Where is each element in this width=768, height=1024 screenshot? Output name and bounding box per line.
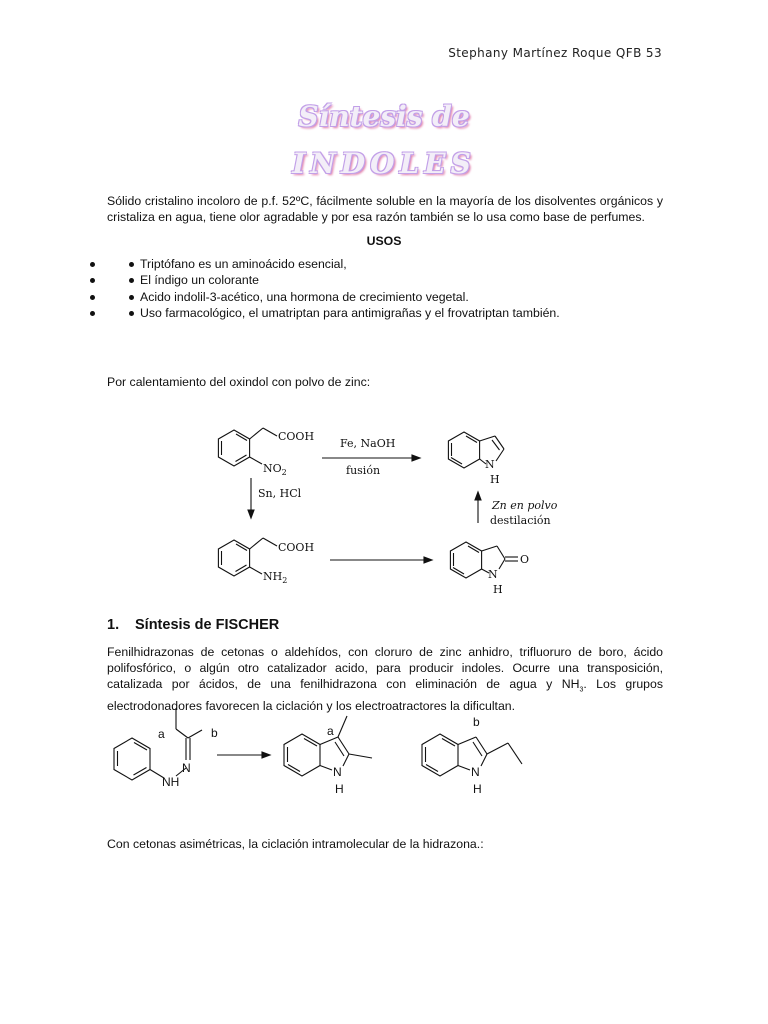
list-item: Triptófano es un aminoácido esencial, bbox=[107, 256, 560, 272]
label-fusion: fusión bbox=[346, 464, 381, 477]
usos-heading: USOS bbox=[366, 234, 402, 248]
label-fe-naoh: Fe, NaOH bbox=[340, 437, 396, 450]
label-b-reactant: b bbox=[211, 726, 218, 740]
oxindol-paragraph: Por calentamiento del oxindol con polvo de zinc: bbox=[107, 375, 371, 389]
label-n-product-a: N bbox=[333, 765, 342, 779]
label-n-product-b: N bbox=[471, 765, 480, 779]
label-sn-hcl: Sn, HCl bbox=[258, 487, 302, 500]
label-destilacion: destilación bbox=[490, 514, 551, 527]
indole-structure bbox=[448, 432, 504, 468]
label-a-product: a bbox=[327, 724, 334, 738]
label-b-product: b bbox=[473, 715, 480, 729]
label-oxindole-o: O bbox=[520, 553, 530, 566]
list-item: Acido indolil-3-acético, una hormona de crecimiento vegetal. bbox=[107, 289, 560, 305]
intro-paragraph: Sólido cristalino incoloro de p.f. 52ºC, fácilmente soluble en la mayoría de los disolventes orgánicos y cristaliza en agua, tiene olor agradable y por esa razón también se lo usa como base de perfumes. bbox=[107, 194, 663, 224]
label-zn-polvo: Zn en polvo bbox=[492, 499, 558, 512]
list-item: El índigo un colorante bbox=[107, 272, 560, 288]
author-name: Stephany Martínez Roque QFB 53 bbox=[448, 46, 662, 60]
label-nh2: $NH_2$ bbox=[263, 570, 288, 585]
label-h-product-a: H bbox=[335, 782, 344, 796]
label-h-product-b: H bbox=[473, 782, 482, 796]
section-heading-fischer: 1. Síntesis de FISCHER bbox=[107, 617, 280, 633]
title-line-2: INDOLES bbox=[292, 147, 476, 180]
label-cooh: COOH bbox=[278, 430, 315, 443]
label-a-reactant: a bbox=[158, 727, 165, 741]
nitrophenylacetic-acid-structure bbox=[218, 428, 277, 466]
fischer-paragraph: Fenilhidrazonas de cetonas o aldehídos, con cloruro de zinc anhidro, trifluoruro de boro, ácido polifosfórico, o algún otro catalizador acido, para producir indoles. Ocurre una transposición, catalizada por ácidos, de una fenilhidrazona con eliminación de agua y $NH_3$. Los grupos electrodonadores favorecen la ciclación y los electroatractores la dificultan. bbox=[107, 645, 663, 714]
asymmetric-ketones-paragraph: Con cetonas asimétricas, la ciclación intramolecular de la hidrazona.: bbox=[107, 837, 484, 851]
label-oxindole-n: N bbox=[488, 568, 498, 581]
title-line-1: Síntesis de bbox=[298, 100, 470, 133]
list-item: Uso farmacológico, el umatriptan para antimigrañas y el frovatriptan también. bbox=[107, 305, 560, 321]
label-oxindole-h: H bbox=[493, 583, 503, 596]
label-indole-n: N bbox=[485, 458, 495, 471]
label-cooh-2: COOH bbox=[278, 541, 315, 554]
label-no2: $NO_2$ bbox=[263, 462, 287, 477]
label-nh-reactant: NH bbox=[162, 775, 180, 789]
label-n-reactant: N bbox=[182, 761, 191, 775]
label-indole-h: H bbox=[490, 473, 500, 486]
oxindole-structure bbox=[450, 542, 518, 578]
